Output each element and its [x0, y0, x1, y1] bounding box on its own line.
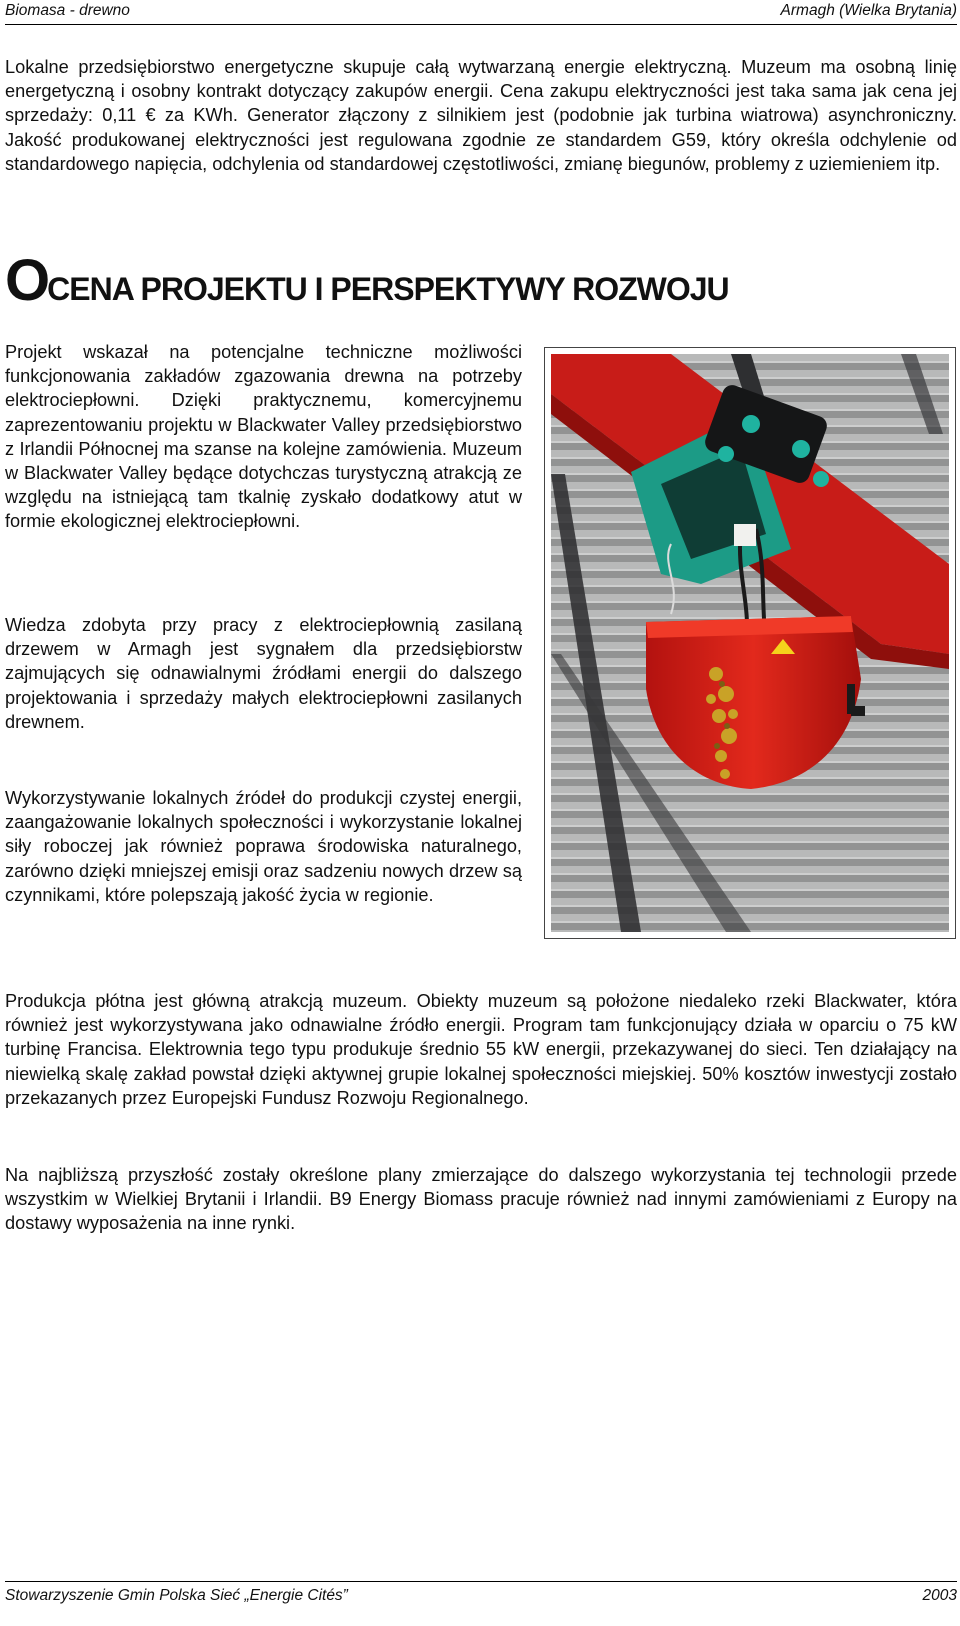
paragraph-project-assessment: Projekt wskazał na potencjalne techniczne możliwości funkcjonowania zakładów zgazowania drewna na potrzeby elektrociepłowni. Dzięki praktycznemu, komercyjnemu zaprezentowaniu projektu w Blackwater Valley przedsiębiorstwo z Irlandii Północnej ma szanse na kolejne zamówienia. Muzeum w Blackwater Valley będące dotychczas turystyczną atrakcją ze względu na istniejącą tam tkalnię zyskało dodatkowy atut w formie ekologicznej elektrociepłowni.: [5, 342, 522, 532]
wood-chip-bucket-photo: [551, 354, 949, 932]
footer-year: 2003: [922, 1587, 957, 1604]
paragraph-local-sources: Wykorzystywanie lokalnych źródeł do produkcji czystej energii, zaangażowanie lokalnych społeczności i wykorzystanie lokalnej siły roboczej jak również poprawa środowiska naturalnego, zarówno dzięki mniejszej emisji oraz sadzeniu nowych drzew są czynnikami, które polepszają jakość życia w regionie.: [5, 788, 522, 905]
heading-text: CENA PROJEKTU I PERSPEKTYWY ROZWOJU: [47, 271, 729, 307]
paragraph-future-plans: Na najbliższą przyszłość zostały określone plany zmierzające do dalszego wykorzystania tej technologii przede wszystkim w Wielkiej Brytanii i Irlandii. B9 Energy Biomass pracuje również nad innymi zamówieniami z Europy na dostawy wyposażenia na inne rynki.: [5, 1165, 957, 1234]
header-topic: Biomasa - drewno: [5, 2, 130, 19]
section-heading: [5, 247, 729, 314]
header-location: Armagh (Wielka Brytania): [780, 2, 957, 19]
page-header: [5, 2, 957, 25]
paragraph-knowledge: Wiedza zdobyta przy pracy z elektrociepłownią zasilaną drzewem w Armagh jest sygnałem dla przedsiębiorstw zajmujących się odnawialnymi źródłami energii do dalszego projektowania i sprzedaży małych elektrociepłowni zasilanych drewnem.: [5, 615, 522, 732]
heading-initial: O: [5, 248, 48, 313]
paragraph-electricity-sale: Lokalne przedsiębiorstwo energetyczne skupuje całą wytwarzaną energie elektryczną. Muzeum ma osobną linię energetyczną i osobny kontrakt dotyczący zakupów energii. Cena zakupu elektryczności jest taka sama jak cena jej sprzedaży: 0,11 € za KWh. Generator złączony z silnikiem jest (podobnie jak turbina wiatrowa) asynchroniczny. Jakość produkowanej elektryczności jest regulowana zgodnie ze standardem G59, który określa odchylenie od standardowego napięcia, odchylenia od standardowej częstotliwości, zmianę biegunów, problemy z uziemieniem itp.: [5, 57, 957, 174]
paragraph-museum: Produkcja płótna jest główną atrakcją muzeum. Obiekty muzeum są położone niedaleko rzeki Blackwater, która również jest wykorzystywana jako odnawialne źródło energii. Program tam funkcjonujący działa w oparciu o 75 kW turbinę Francisa. Elektrownia tego typu produkuje średnio 55 kW energii, przekazywanej do sieci. Ten działający na niewielką skalę zakład powstał dzięki aktywnej grupie lokalnej społeczności miejskiej. 50% kosztów inwestycji zostało przekazanych przez Europejski Fundusz Rozwoju Regionalnego.: [5, 991, 957, 1108]
page-footer: [5, 1581, 957, 1608]
footer-organization: Stowarzyszenie Gmin Polska Sieć „Energie Cités”: [5, 1587, 348, 1604]
photo-fuel-bucket: [544, 347, 956, 939]
